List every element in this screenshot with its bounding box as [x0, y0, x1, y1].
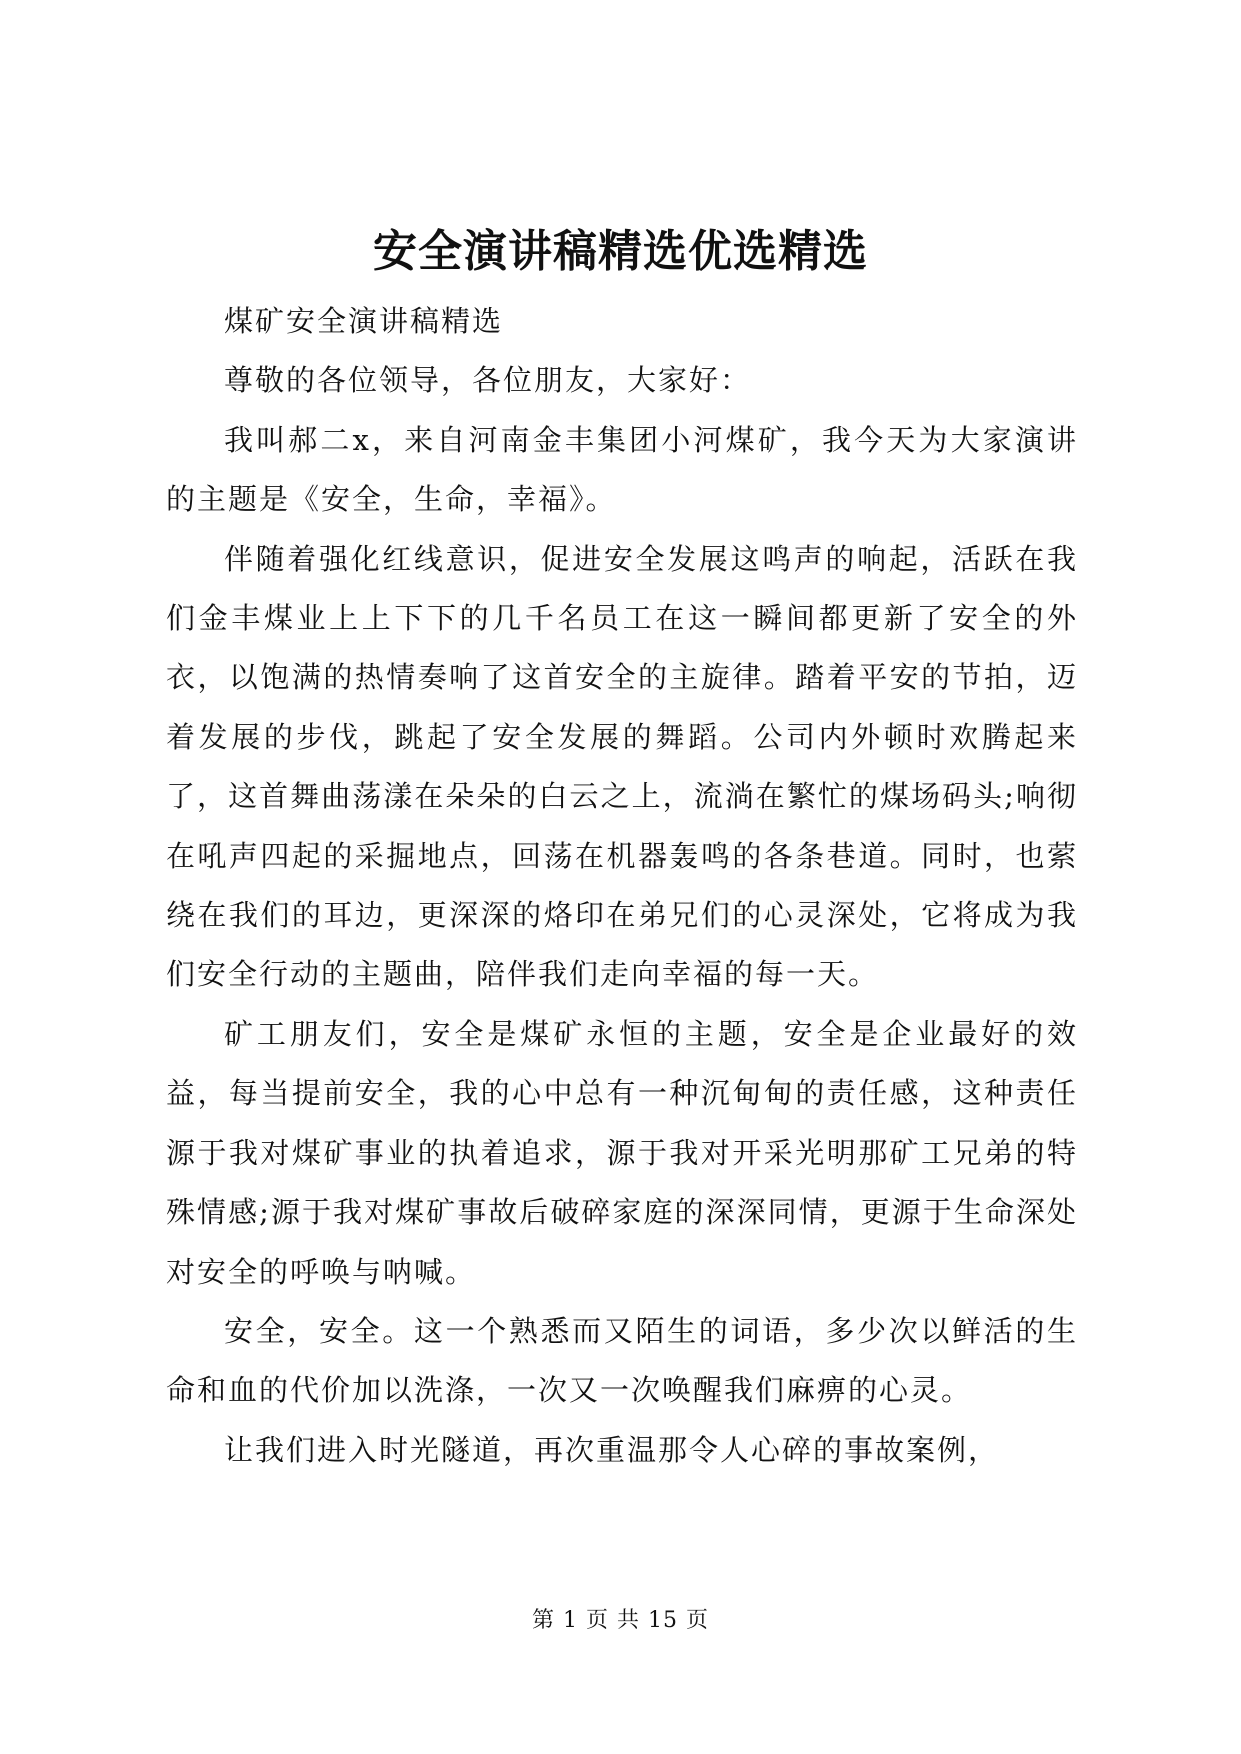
paragraph-safety-theme: 伴随着强化红线意识，促进安全发展这鸣声的响起，活跃在我们金丰煤业上上下下的几千名员工在这一瞬间都更新了安全的外衣，以饱满的热情奏响了这首安全的主旋律。踏着平安的节拍，迈着发展的步伐，跳起了安全发展的舞蹈。公司内外顿时欢腾起来了，这首舞曲荡漾在朵朵的白云之上，流淌在繁忙的煤场码头;响彻在吼声四起的采掘地点，回荡在机器轰鸣的各条巷道。同时，也萦绕在我们的耳边，更深深的烙印在弟兄们的心灵深处，它将成为我们安全行动的主题曲，陪伴我们走向幸福的每一天。	[166, 541, 1078, 992]
paragraph-subtitle: 煤矿安全演讲稿精选	[224, 304, 504, 338]
page-footer: 第 1 页 共 15 页	[532, 1608, 709, 1633]
paragraph-time-tunnel: 让我们进入时光隧道，再次重温那令人心碎的事故案例，	[224, 1432, 1000, 1467]
document-body	[166, 292, 1078, 1480]
page-title: 安全演讲稿精选优选精选	[373, 226, 868, 277]
paragraph-responsibility: 矿工朋友们，安全是煤矿永恒的主题，安全是企业最好的效益，每当提前安全，我的心中总有一种沉甸甸的责任感，这种责任源于我对煤矿事业的执着追求，源于我对开采光明那矿工兄弟的特殊情感;源于我对煤矿事故后破碎家庭的深深同情，更源于生命深处对安全的呼唤与呐喊。	[166, 1016, 1078, 1289]
paragraph-introduction: 我叫郝二x，来自河南金丰集团小河煤矿，我今天为大家演讲的主题是《安全，生命，幸福》。	[166, 422, 1078, 517]
paragraph-greeting: 尊敬的各位领导，各位朋友，大家好：	[224, 363, 752, 398]
paragraph-safety-word: 安全，安全。这一个熟悉而又陌生的词语，多少次以鲜活的生命和血的代价加以洗涤，一次又一次唤醒我们麻痹的心灵。	[166, 1313, 1078, 1408]
